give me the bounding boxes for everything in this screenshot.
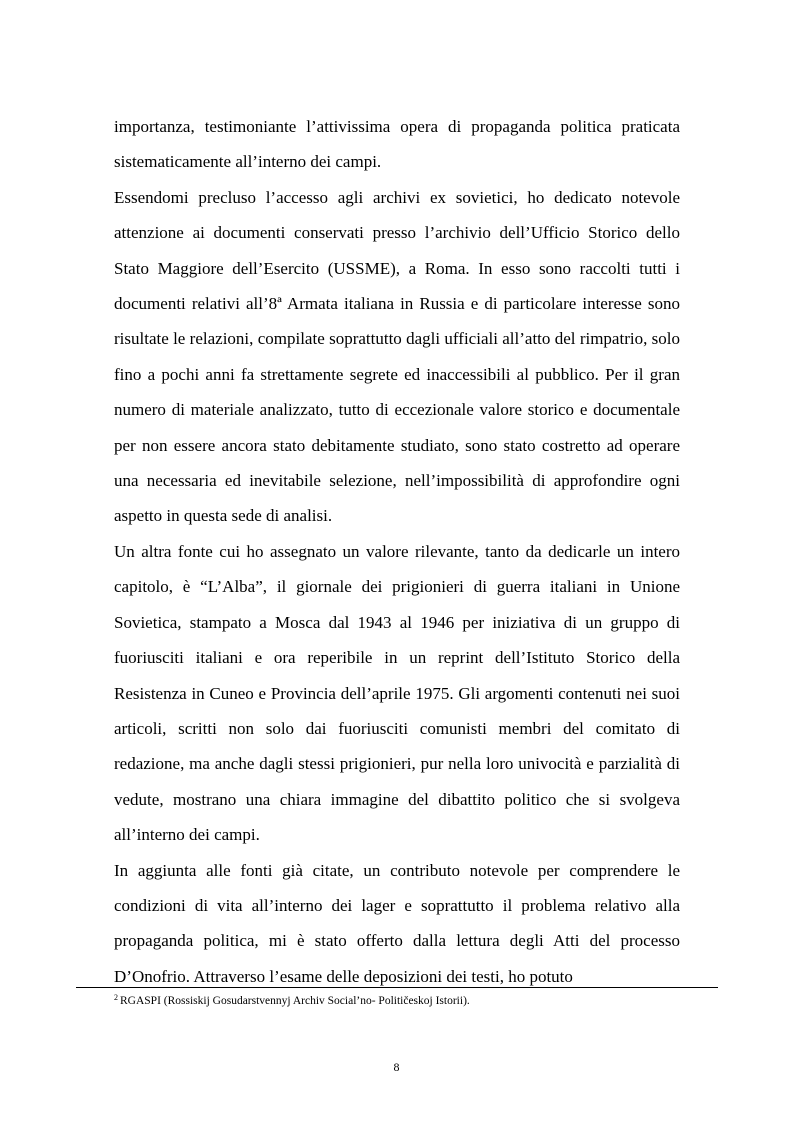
- paragraph-3: Un altra fonte cui ho assegnato un valore rilevante, tanto da dedicarle un intero capitolo, è “L’Alba”, il giornale dei prigionieri di guerra italiani in Unione Sovietica, stampato a Mosca dal 1943 al 1946 per iniziativa di un gruppo di fuoriusciti italiani e ora reperibile in un reprint dell’Istituto Storico della Resistenza in Cuneo e Provincia dell’aprile 1975. Gli argomenti contenuti nei suoi articoli, scritti non solo dai fuoriusciti comunisti membri del comitato di redazione, ma anche dagli stessi prigionieri, pur nella loro univocità e parzialità di vedute, mostrano una chiara immagine del dibattito politico che si svolgeva all’interno dei campi.: [114, 541, 680, 845]
- paragraph-1: importanza, testimoniante l’attivissima opera di propaganda politica praticata sistematicamente all’interno dei campi.: [114, 117, 680, 172]
- footnote: [114, 993, 470, 1009]
- page-number: 8: [393, 1060, 400, 1074]
- footnote-text: RGASPI (Rossiskij Gosudarstvennyj Archiv Social’no- Političeskoj Istorii).: [120, 995, 470, 1007]
- footnote-marker: 2: [114, 993, 118, 1002]
- paragraph-4: In aggiunta alle fonti già citate, un contributo notevole per comprendere le condizioni di vita all’interno dei lager e soprattutto il problema relativo alla propaganda politica, mi è stato offerto dalla lettura degli Atti del processo D’Onofrio. Attraverso l’esame delle deposizioni dei testi, ho potuto: [114, 860, 680, 986]
- paragraph-2: Essendomi precluso l’accesso agli archivi ex sovietici, ho dedicato notevole attenzione ai documenti conservati presso l’archivio dell’Ufficio Storico dello Stato Maggiore dell’Esercito (USSME), a Roma. In esso sono raccolti tutti i documenti relativi all’8ª Armata italiana in Russia e di particolare interesse sono risultate le relazioni, compilate soprattutto dagli ufficiali all’atto del rimpatrio, solo fino a pochi anni fa strettamente segrete ed inaccessibili al pubblico. Per il gran numero di materiale analizzato, tutto di eccezionale valore storico e documentale per non essere ancora stato debitamente studiato, sono stato costretto ad operare una necessaria ed inevitabile selezione, nell’impossibilità di approfondire ogni aspetto in questa sede di analisi.: [114, 187, 680, 526]
- footnote-divider: [76, 987, 718, 988]
- page-body: [114, 109, 680, 994]
